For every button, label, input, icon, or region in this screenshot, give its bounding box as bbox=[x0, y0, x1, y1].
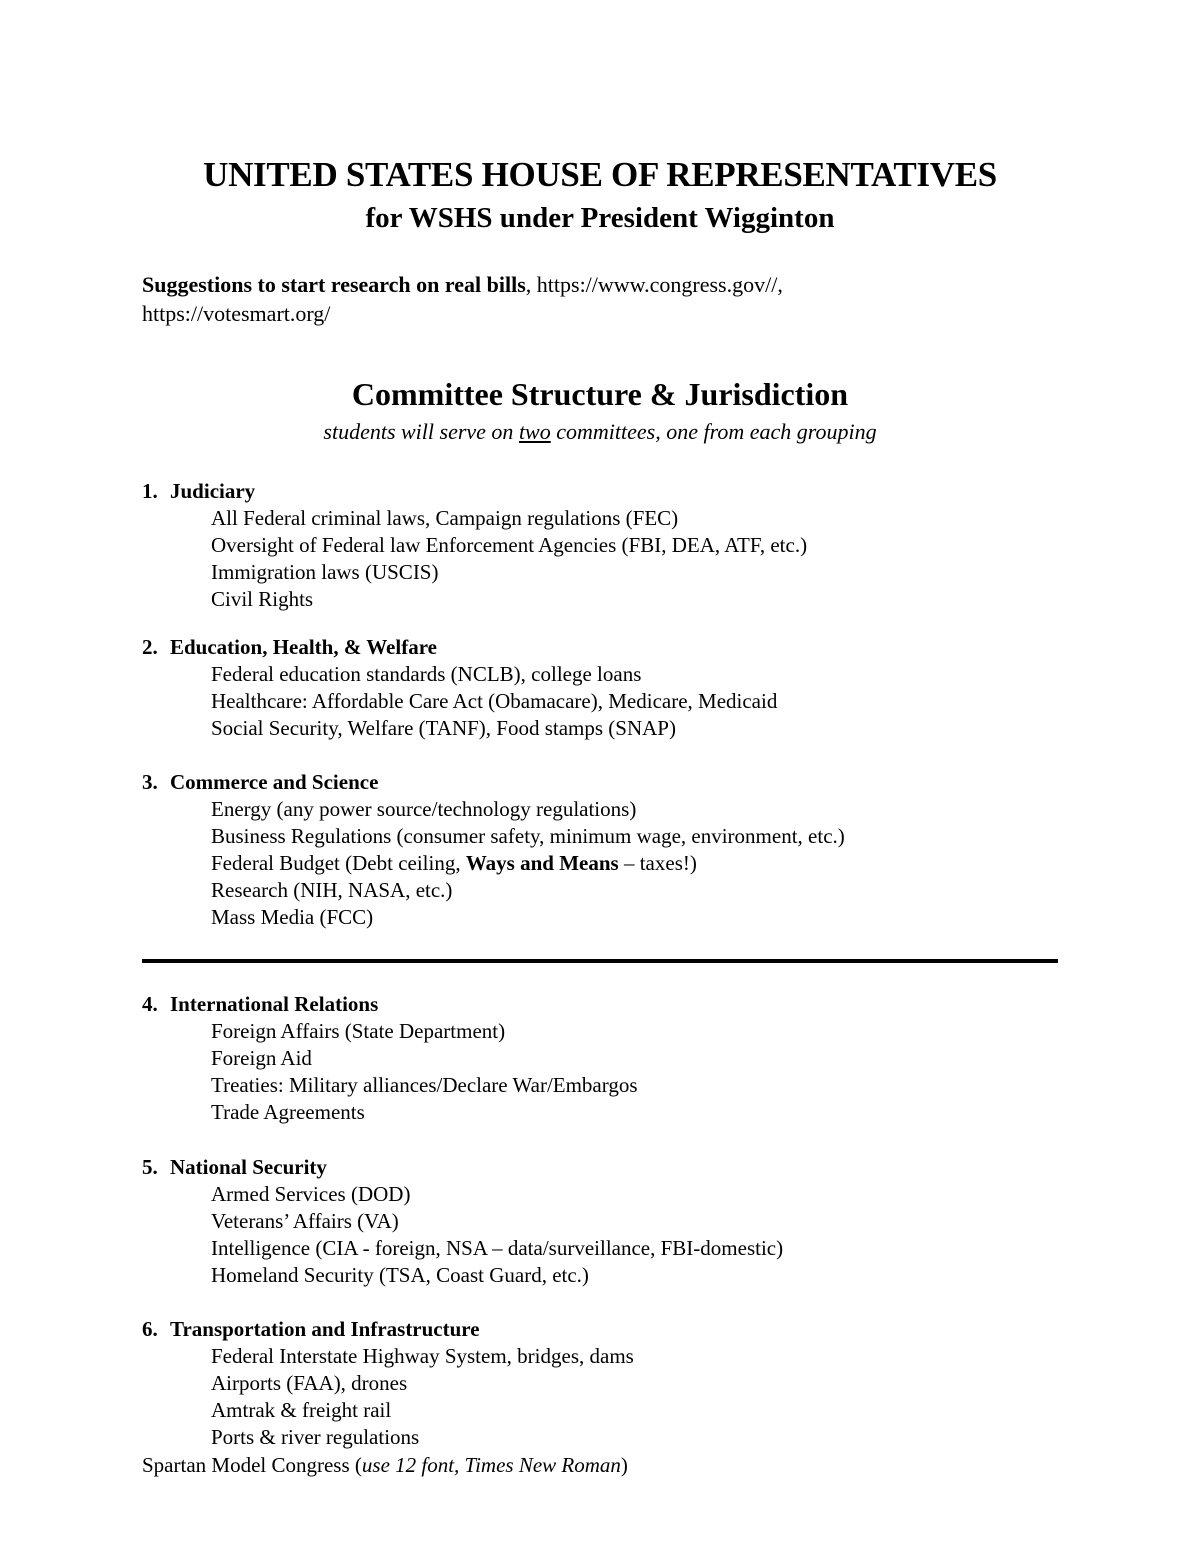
list-item: Healthcare: Affordable Care Act (Obamacare), Medicare, Medicaid bbox=[211, 689, 778, 713]
committee-international-relations bbox=[142, 991, 1102, 1126]
list-item: Amtrak & freight rail bbox=[211, 1398, 392, 1422]
list-item: Airports (FAA), drones bbox=[211, 1371, 408, 1395]
list-item: Treaties: Military alliances/Declare War/Embargos bbox=[211, 1073, 638, 1097]
votesmart-link[interactable]: https://votesmart.org/ bbox=[142, 301, 331, 326]
committee-heading bbox=[142, 1316, 1102, 1343]
list-item: Energy (any power source/technology regulations) bbox=[211, 797, 637, 821]
committee-name: Education, Health, & Welfare bbox=[170, 635, 437, 659]
committee-heading bbox=[142, 769, 1102, 796]
suggestions-label: Suggestions to start research on real bills bbox=[142, 272, 526, 297]
note-before: students will serve on bbox=[323, 419, 514, 444]
committee-number: 5. bbox=[142, 1155, 158, 1179]
committee-number: 1. bbox=[142, 479, 158, 503]
committee-name: National Security bbox=[170, 1155, 327, 1179]
committee-heading bbox=[142, 478, 1102, 505]
page-title: UNITED STATES HOUSE OF REPRESENTATIVES bbox=[203, 155, 997, 194]
note-emphasis: two bbox=[518, 419, 551, 444]
committee-number: 3. bbox=[142, 770, 158, 794]
committee-heading bbox=[142, 1154, 1102, 1181]
budget-bold-text: Ways and Means bbox=[465, 851, 619, 875]
committee-commerce-science bbox=[142, 769, 1102, 931]
list-item: Mass Media (FCC) bbox=[211, 905, 374, 929]
list-item: Research (NIH, NASA, etc.) bbox=[211, 878, 453, 902]
list-item: Homeland Security (TSA, Coast Guard, etc.) bbox=[211, 1263, 589, 1287]
list-item: Business Regulations (consumer safety, minimum wage, environment, etc.) bbox=[211, 824, 845, 848]
congress-link[interactable]: https://www.congress.gov//, bbox=[536, 272, 783, 297]
committee-name: Transportation and Infrastructure bbox=[170, 1317, 480, 1341]
page-subtitle: for WSHS under President Wigginton bbox=[365, 202, 835, 234]
list-item: Trade Agreements bbox=[211, 1100, 365, 1124]
budget-end-text: – taxes!) bbox=[618, 851, 697, 875]
page-footer bbox=[142, 1452, 628, 1479]
section-title: Committee Structure & Jurisdiction bbox=[351, 376, 849, 412]
list-item: Social Security, Welfare (TANF), Food stamps (SNAP) bbox=[211, 716, 676, 740]
list-item: Federal education standards (NCLB), college loans bbox=[211, 662, 642, 686]
list-item: Veterans’ Affairs (VA) bbox=[211, 1209, 399, 1233]
committee-heading bbox=[142, 991, 1102, 1018]
committee-name: Judiciary bbox=[170, 479, 256, 503]
list-item: Foreign Aid bbox=[211, 1046, 312, 1070]
committee-name: International Relations bbox=[170, 992, 379, 1016]
list-item: Immigration laws (USCIS) bbox=[211, 560, 439, 584]
committee-judiciary bbox=[142, 478, 1102, 613]
committee-number: 2. bbox=[142, 635, 158, 659]
list-item-budget bbox=[142, 850, 1102, 877]
budget-text: Federal Budget (Debt ceiling, bbox=[211, 851, 466, 875]
list-item: Civil Rights bbox=[211, 587, 314, 611]
committee-national-security bbox=[142, 1154, 1102, 1289]
committee-name: Commerce and Science bbox=[170, 770, 379, 794]
research-suggestions: Suggestions to start research on real bills, https://www.congress.gov//, https://votesmart.org/ bbox=[142, 272, 783, 326]
committee-transportation-infrastructure bbox=[142, 1316, 1102, 1451]
footer-text: Spartan Model Congress ( bbox=[142, 1453, 362, 1477]
list-item: All Federal criminal laws, Campaign regulations (FEC) bbox=[211, 506, 679, 530]
grouping-divider bbox=[142, 959, 1058, 963]
list-item: Federal Interstate Highway System, bridges, dams bbox=[211, 1344, 634, 1368]
note-after: committees, one from each grouping bbox=[550, 419, 877, 444]
committee-number: 4. bbox=[142, 992, 158, 1016]
footer-note: use 12 font, Times New Roman bbox=[361, 1453, 621, 1477]
committee-heading bbox=[142, 634, 1102, 661]
committee-education-health-welfare bbox=[142, 634, 1102, 742]
list-item: Foreign Affairs (State Department) bbox=[211, 1019, 506, 1043]
section-note bbox=[0, 417, 1200, 447]
list-item: Ports & river regulations bbox=[211, 1425, 420, 1449]
footer-close: ) bbox=[620, 1453, 628, 1477]
list-item: Intelligence (CIA - foreign, NSA – data/surveillance, FBI-domestic) bbox=[211, 1236, 784, 1260]
list-item: Armed Services (DOD) bbox=[211, 1182, 411, 1206]
list-item: Oversight of Federal law Enforcement Agencies (FBI, DEA, ATF, etc.) bbox=[211, 533, 808, 557]
committee-number: 6. bbox=[142, 1317, 158, 1341]
